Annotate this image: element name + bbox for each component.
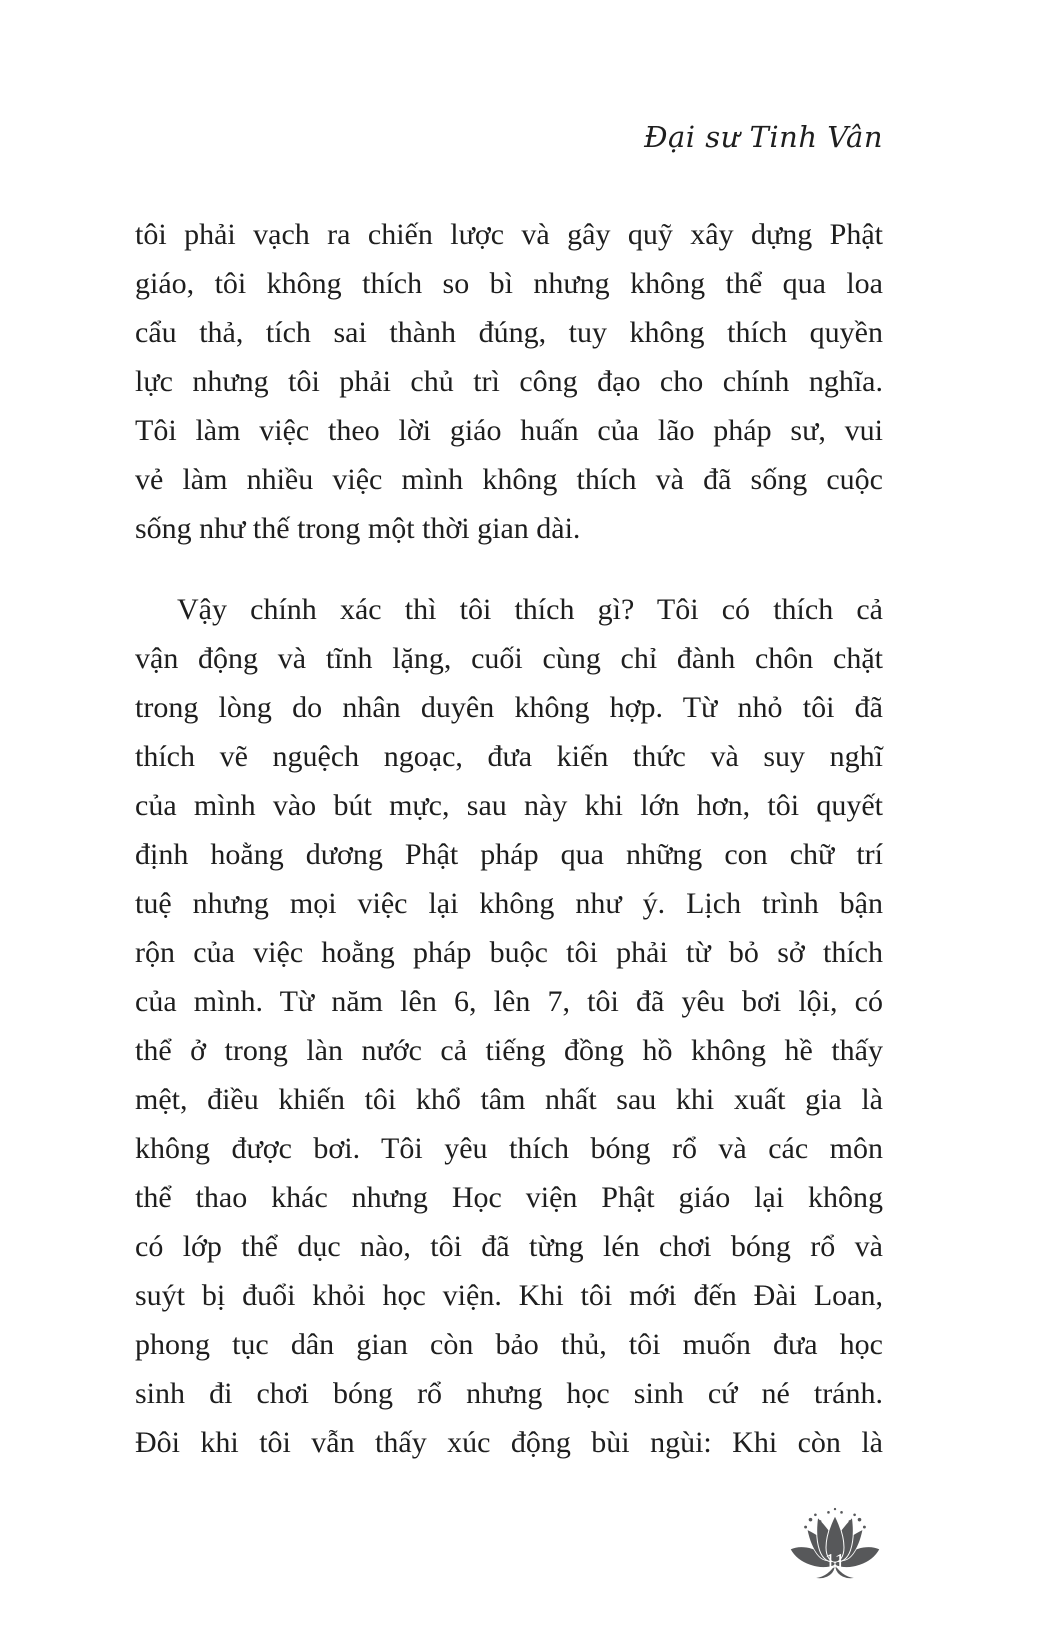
text-line: lực nhưng tôi phải chủ trì công đạo cho chính nghĩa. <box>135 365 883 398</box>
text-line: sống như thế trong một thời gian dài. <box>135 512 581 545</box>
text-line: vận động và tĩnh lặng, cuối cùng chỉ đành chôn chặt <box>135 642 883 675</box>
text-line: mệt, điều khiến tôi khổ tâm nhất sau khi xuất gia là <box>135 1083 883 1116</box>
text-line: Đôi khi tôi vẫn thấy xúc động bùi ngùi: Khi còn là <box>135 1426 883 1459</box>
text-line: suýt bị đuổi khỏi học viện. Khi tôi mới đến Đài Loan, <box>135 1279 883 1312</box>
text-line: thích vẽ nguệch ngoạc, đưa kiến thức và suy nghĩ <box>135 740 883 773</box>
text-line: Tôi làm việc theo lời giáo huấn của lão pháp sư, vui <box>135 414 883 447</box>
text-line: giáo, tôi không thích so bì nhưng không thể qua loa <box>135 267 883 300</box>
text-line: Vậy chính xác thì tôi thích gì? Tôi có thích cả <box>177 593 883 626</box>
text-line: rộn của việc hoằng pháp buộc tôi phải từ bỏ sở thích <box>135 936 883 969</box>
text-line: cẩu thả, tích sai thành đúng, tuy không thích quyền <box>135 316 883 349</box>
text-line: tôi phải vạch ra chiến lược và gây quỹ xây dựng Phật <box>135 218 883 251</box>
paragraph-2 <box>135 585 883 1467</box>
text-line: không được bơi. Tôi yêu thích bóng rổ và các môn <box>135 1132 883 1165</box>
text-line: có lớp thể dục nào, tôi đã từng lén chơi bóng rổ và <box>135 1230 883 1263</box>
text-line: thể thao khác nhưng Học viện Phật giáo lại không <box>135 1181 883 1214</box>
text-line: tuệ nhưng mọi việc lại không như ý. Lịch trình bận <box>135 887 883 920</box>
text-line: vẻ làm nhiều việc mình không thích và đã sống cuộc <box>135 463 883 496</box>
text-line: của mình vào bút mực, sau này khi lớn hơn, tôi quyết <box>135 789 883 822</box>
text-line: định hoằng dương Phật pháp qua những con chữ trí <box>135 838 883 871</box>
text-line: trong lòng do nhân duyên không hợp. Từ nhỏ tôi đã <box>135 691 883 724</box>
text-line: sinh đi chơi bóng rổ nhưng học sinh cứ né tránh. <box>135 1377 883 1410</box>
page-header-author: Đại sư Tinh Vân <box>644 120 883 154</box>
text-line: phong tục dân gian còn bảo thủ, tôi muốn đưa học <box>135 1328 883 1361</box>
lotus-icon <box>786 1506 884 1584</box>
text-line: của mình. Từ năm lên 6, lên 7, tôi đã yêu bơi lội, có <box>135 985 883 1018</box>
paragraph-1 <box>135 210 883 553</box>
text-line: thể ở trong làn nước cả tiếng đồng hồ không hề thấy <box>135 1034 883 1067</box>
body-text <box>135 210 883 1467</box>
page-number: 11 <box>824 1549 846 1573</box>
